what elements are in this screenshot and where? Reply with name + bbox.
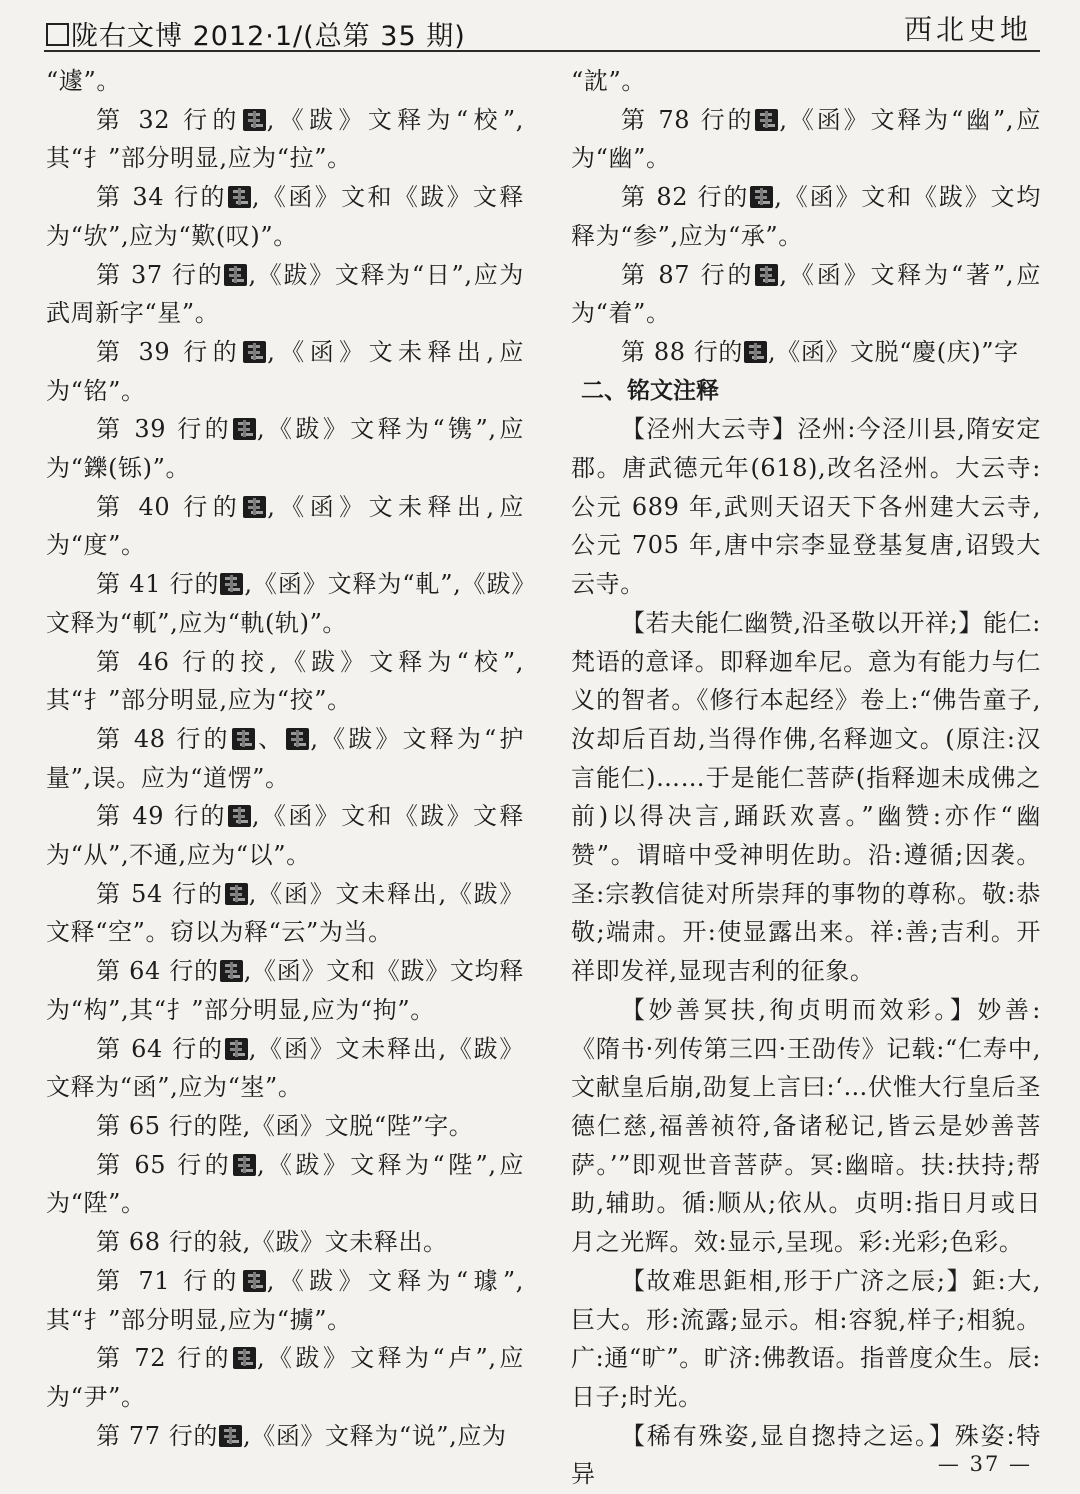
paragraph-text: 第 46 行的挍,《跋》文释为“校”,其“扌”部分明显,应为“挍”。: [46, 647, 524, 715]
paragraph-text: ,《跋》文释为“璩”,其“扌”部分明显,应为“擄”。: [46, 1266, 524, 1334]
paragraph: [46, 410, 524, 487]
rubbing-glyph-image: [232, 728, 255, 750]
paragraph-text: “訦”。: [571, 67, 646, 95]
paragraph: [46, 720, 524, 797]
paragraph: [46, 1417, 524, 1456]
paragraph-text: 第 32 行的: [96, 105, 242, 134]
paragraph-text: 二、铭文注释: [581, 377, 719, 404]
paragraph-text: 第 88 行的: [621, 337, 743, 366]
paragraph-text: 第 68 行的敍,《跋》文未释出。: [96, 1228, 448, 1257]
paragraph-text: 第 65 行的: [96, 1150, 232, 1179]
paragraph-text: 第 82 行的: [621, 183, 750, 212]
rubbing-glyph-image: [228, 805, 251, 827]
paragraph-text: ,《函》文释为“幽”,应为“幽”。: [571, 105, 1042, 173]
paragraph: [46, 952, 524, 1029]
paragraph: [46, 101, 524, 178]
paragraph-text: 第 64 行的: [96, 1034, 224, 1063]
paragraph-text: ,《函》文脱“慶(庆)”字: [768, 337, 1019, 366]
paragraph: [571, 101, 1041, 178]
page-header: [0, 0, 1080, 58]
paragraph-text: ,《函》文释为“著”,应为“着”。: [571, 260, 1042, 328]
paragraph-text: 第 40 行的: [96, 492, 243, 521]
paragraph-text: “遽”。: [46, 67, 121, 95]
paragraph-text: ,《跋》文释为“护量”,误。应为“道愣”。: [46, 724, 524, 792]
paragraph-text: ,《函》文未释出,应为“铭”。: [46, 337, 524, 405]
rubbing-glyph-image: [750, 186, 773, 208]
paragraph-text: 第 34 行的: [96, 183, 227, 212]
rubbing-glyph-image: [755, 264, 778, 286]
paragraph: [571, 991, 1041, 1262]
paragraph-text: ,《跋》文释为“校”,其“扌”部分明显,应为“拉”。: [46, 105, 524, 173]
rubbing-glyph-image: [225, 1038, 248, 1060]
paragraph: [46, 1107, 524, 1146]
rubbing-glyph-image: [243, 109, 266, 131]
paragraph: [46, 1146, 524, 1223]
paragraph-text: 【稀有殊姿,显自揔持之运。】殊姿:特异: [571, 1421, 1041, 1489]
paragraph: [46, 1223, 524, 1262]
paragraph: [571, 604, 1041, 991]
paragraph-text: ,《函》文未释出,《跋》文释“空”。窃以为释“云”为当。: [46, 879, 524, 947]
rubbing-glyph-image: [243, 341, 266, 363]
paragraph-text: ,《函》文释为“说”,应为: [243, 1421, 507, 1450]
paragraph-text: ,《跋》文释为“陛”,应为“陞”。: [46, 1150, 524, 1218]
paragraph: [571, 410, 1041, 604]
rubbing-glyph-image: [225, 883, 248, 905]
paragraph: [46, 565, 524, 642]
paragraph-text: 第 48 行的: [96, 724, 231, 753]
paragraph-text: 第 77 行的: [96, 1421, 218, 1450]
paragraph-text: ,《函》文和《跋》文均释为“构”,其“扌”部分明显,应为“拘”。: [46, 957, 525, 1024]
paragraph-text: ,《跋》文释为“镌”,应为“鑠(铄)”。: [46, 415, 524, 483]
left-column: [46, 62, 524, 1455]
rubbing-glyph-image: [233, 1154, 256, 1176]
paragraph: [571, 178, 1041, 255]
rubbing-glyph-image: [228, 186, 251, 208]
paragraph-text: 第 39 行的: [96, 337, 243, 366]
paragraph-text: 、: [255, 724, 286, 753]
paragraph-text: ,《函》文和《跋》文均释为“参”,应为“承”。: [571, 183, 1042, 250]
paragraph: [46, 256, 524, 333]
header-divider: [44, 50, 1040, 52]
paragraph-text: 第 65 行的陛,《函》文脱“陛”字。: [96, 1111, 474, 1140]
paragraph-text: ,《函》文和《跋》文释为“欤”,应为“歎(叹)”。: [46, 183, 524, 250]
paragraph: [46, 643, 524, 720]
paragraph-text: 第 37 行的: [96, 260, 224, 289]
paragraph-text: 第 39 行的: [96, 415, 232, 444]
section-heading: [571, 372, 1041, 411]
rubbing-glyph-image: [286, 728, 309, 750]
rubbing-glyph-image: [219, 1425, 242, 1447]
paragraph: [46, 333, 524, 410]
rubbing-glyph-image: [233, 418, 256, 440]
paragraph: [46, 1339, 524, 1416]
journal-issue: [46, 14, 466, 53]
rubbing-glyph-image: [220, 960, 243, 982]
paragraph: [46, 1262, 524, 1339]
paragraph-text: 第 54 行的: [96, 879, 224, 908]
paragraph-text: ,《函》文未释出,应为“度”。: [46, 492, 524, 560]
right-column: [571, 62, 1041, 1494]
rubbing-glyph-image: [233, 1347, 256, 1369]
paragraph: [571, 256, 1041, 333]
paragraph-text: 第 64 行的: [96, 957, 219, 986]
paragraph-text: 【妙善冥扶,徇贞明而效彩。】妙善:《隋书·列传第三四·王劭传》记载:“仁寿中,文献皇后崩,劭复上言曰:‘…伏惟大行皇后圣德仁慈,福善祯符,备诸秘记,皆云是妙善菩萨。’”即观世音菩萨。冥:幽暗。扶:扶持;帮助,辅助。循:顺从;依从。贞明:指日月或日月之光辉。效:显示,呈现。彩:光彩;色彩。: [571, 995, 1041, 1257]
rubbing-glyph-image: [243, 1270, 266, 1292]
paragraph: [46, 488, 524, 565]
paragraph-text: 第 41 行的: [96, 570, 220, 599]
paragraph-text: ,《跋》文释为“卢”,应为“尹”。: [46, 1344, 524, 1411]
rubbing-glyph-image: [243, 496, 266, 518]
page-number: — 37 —: [937, 1452, 1032, 1476]
paragraph-text: 第 87 行的: [621, 260, 755, 289]
paragraph-text: 第 72 行的: [96, 1344, 232, 1373]
rubbing-glyph-image: [224, 264, 247, 286]
paragraph-text: ,《函》文未释出,《跋》文释为“函”,应为“埊”。: [46, 1034, 524, 1102]
paragraph: [571, 1262, 1041, 1417]
paragraph-text: ,《函》文和《跋》文释为“从”,不通,应为“以”。: [46, 802, 524, 870]
paragraph-text: 【泾州大云寺】泾州:今泾川县,隋安定郡。唐武德元年(618),改名泾州。大云寺:公元 689 年,武则天诏天下各州建大云寺,公元 705 年,唐中宗李显登基复唐,诏毁大云寺。: [571, 415, 1041, 599]
paragraph-text: 【故难思鉅相,形于广济之辰;】鉅:大,巨大。形:流露;显示。相:容貌,样子;相貌。广:通“旷”。旷济:佛教语。指普度众生。辰:日子;时光。: [571, 1266, 1041, 1411]
paragraph: [571, 333, 1041, 372]
paragraph: [571, 62, 1041, 101]
paragraph-text: 【若夫能仁幽赞,沿圣敬以开祥;】能仁:梵语的意译。即释迦牟尼。意为有能力与仁义的智者。《修行本起经》卷上:“佛告童子,汝却后百劫,当得作佛,名释迦文。(原注:汉言能仁)……于是能仁菩萨(指释迦未成佛之前)以得决言,踊跃欢喜。”幽赞:亦作“幽赞”。谓暗中受神明佐助。沿:遵循;因袭。圣:宗教信徒对所崇拜的事物的尊称。敬:恭敬;端肃。开:使显露出来。祥:善;吉利。开祥即发祥,显现吉利的征象。: [571, 608, 1041, 986]
paragraph-text: 第 71 行的: [96, 1266, 242, 1295]
paragraph-text: 第 49 行的: [96, 802, 227, 831]
journal-issue-text: 陇右文博 2012·1/(总第 35 期): [71, 21, 466, 52]
rubbing-glyph-image: [744, 341, 767, 363]
paragraph: [46, 1030, 524, 1107]
paragraph: [46, 875, 524, 952]
paragraph: [46, 178, 524, 255]
rubbing-glyph-image: [755, 109, 778, 131]
rubbing-glyph-image: [220, 573, 243, 595]
paragraph-text: 第 78 行的: [621, 105, 755, 134]
paragraph-text: ,《跋》文释为“日”,应为武周新字“星”。: [46, 260, 524, 328]
square-icon: [46, 23, 69, 46]
paragraph-text: ,《函》文释为“軋”,《跋》文释为“軏”,应为“軌(轨)”。: [46, 570, 525, 637]
paragraph: [46, 797, 524, 874]
section-title: 西北史地: [903, 13, 1032, 46]
paragraph: [46, 62, 524, 101]
